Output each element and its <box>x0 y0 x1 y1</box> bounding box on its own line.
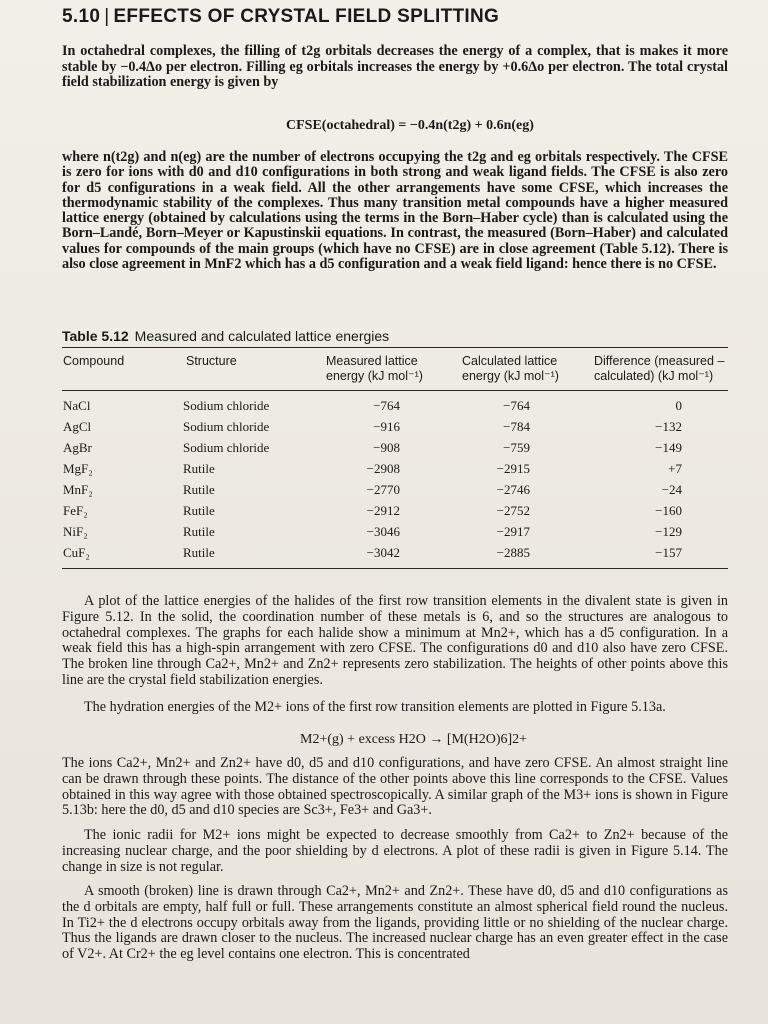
table-row <box>0 461 768 481</box>
paragraph-lattice-plot: A plot of the lattice energies of the halides of the first row transition elements in the divalent state is given in Figure 5.12. In the solid, the coordination number of these metals is 6, and so the structures are analogous to octahedral complexes. The graphs for each halide show a minimum at Mn2+, which has a d5 configuration. In a weak field this has a high-spin arrangement with zero CFSE. The configurations d0 and d10 also have zero CFSE. The broken line through Ca2+, Mn2+ and Zn2+ represents zero stabilization. The heights of other points above this line are the crystal field stabilization energies. <box>62 593 728 688</box>
table-row <box>0 503 768 523</box>
cell-compound: CuF₂ <box>63 545 90 560</box>
table-row <box>0 482 768 502</box>
cell-measured: −908 <box>373 440 400 455</box>
cell-measured: −3042 <box>366 545 400 560</box>
table-row <box>0 398 768 418</box>
cell-structure: Sodium chloride <box>183 440 270 455</box>
cell-calculated: −2915 <box>496 461 530 476</box>
cell-difference: −132 <box>655 419 682 434</box>
section-number: 5.10 <box>62 6 101 27</box>
paragraph-zero-cfse: The ions Ca2+, Mn2+ and Zn2+ have d0, d5 and d10 configurations, and have zero CFSE. An almost straight line can be drawn through these points. The distance of the other points above this line corresponds to the CFSE. Values obtained in this way agree with those obtained spectroscopically. A similar graph of the M3+ ions is shown in Figure 5.13b: here the d0, d5 and d10 species are Sc3+, Fe3+ and Ga3+. <box>62 755 728 819</box>
cell-compound: NaCl <box>63 398 91 413</box>
cell-calculated: −784 <box>503 419 530 434</box>
header-difference: Difference (measured – calculated) (kJ mol⁻¹) <box>594 354 725 383</box>
cell-compound: AgBr <box>63 440 92 455</box>
cell-calculated: −2752 <box>496 503 530 518</box>
table-bottom-rule <box>62 568 728 569</box>
cell-difference: −160 <box>655 503 682 518</box>
header-compound: Compound <box>63 354 125 368</box>
cell-calculated: −2917 <box>496 524 530 539</box>
cell-compound: MgF₂ <box>63 461 93 476</box>
paragraph-smooth-line: A smooth (broken) line is drawn through Ca2+, Mn2+ and Zn2+. These have d0, d5 and d10 configurations as the d orbitals are empty, half full or full. These arrangements constitute an almost spherical field round the nucleus. In Ti2+ the d electrons occupy orbitals away from the ligands, providing little or no shielding of the nuclear charge. Thus the ligands are drawn closer to the nucleus. The increased nuclear charge has an even greater effect in the case of V2+. At Cr2+ the eg level contains one electron. This is concentrated <box>62 883 728 963</box>
paragraph-cfse: where n(t2g) and n(eg) are the number of electrons occupying the t2g and eg orbitals respectively. The CFSE is zero for ions with d0 and d10 configurations in both strong and weak ligand fields. The CFSE is also zero for d5 configurations in a weak field. All the other arrangements have some CFSE, which increases the thermodynamic stability of the complexes. Thus many transition metal compounds have a higher measured lattice energy (obtained by calculations using the terms in the Born–Haber cycle) than is calculated using the Born–Landé, Born–Meyer or Kapustinskii equations. In contrast, the measured (Born–Haber) and calculated values for compounds of the main groups (which have no CFSE) are in close agreement (Table 5.12). There is also close agreement in MnF2 which has a d5 configuration and a weak field ligand: hence there is no CFSE. <box>62 149 728 273</box>
header-calculated: Calculated lattice energy (kJ mol⁻¹) <box>462 354 559 383</box>
cell-structure: Sodium chloride <box>183 398 270 413</box>
cell-calculated: −764 <box>503 398 530 413</box>
table-header-rule <box>62 390 728 391</box>
table-top-rule <box>62 347 728 348</box>
table-title: Measured and calculated lattice energies <box>134 328 390 344</box>
cell-measured: −2908 <box>366 461 400 476</box>
cell-difference: −157 <box>655 545 682 560</box>
cell-measured: −2770 <box>366 482 400 497</box>
table-row <box>0 419 768 439</box>
table-row <box>0 440 768 460</box>
cell-measured: −3046 <box>366 524 400 539</box>
cell-structure: Rutile <box>183 545 215 560</box>
cell-measured: −2912 <box>366 503 400 518</box>
cfse-equation: CFSE(octahedral) = −0.4n(t2g) + 0.6n(eg) <box>286 118 534 133</box>
intro-paragraph: In octahedral complexes, the filling of t2g orbitals decreases the energy of a complex, that is makes it more stable by −0.4Δo per electron. Filling eg orbitals increases the energy by +0.6Δo per electron. The total crystal field stabilization energy is given by <box>62 43 728 91</box>
paragraph-hydration: The hydration energies of the M2+ ions of the first row transition elements are plotted in Figure 5.13a. <box>84 699 666 715</box>
header-measured: Measured lattice energy (kJ mol⁻¹) <box>326 354 423 383</box>
cell-measured: −916 <box>373 419 400 434</box>
hydration-equation: M2+(g) + excess H2O → [M(H2O)6]2+ <box>300 732 528 747</box>
cell-difference: +7 <box>668 461 682 476</box>
cell-difference: −149 <box>655 440 682 455</box>
cell-compound: AgCl <box>63 419 92 434</box>
cell-structure: Sodium chloride <box>183 419 270 434</box>
cell-structure: Rutile <box>183 503 215 518</box>
paragraph-ionic-radii: The ionic radii for M2+ ions might be expected to decrease smoothly from Ca2+ to Zn2+ because of the increasing nuclear charge, and the poor shielding by d electrons. A plot of these radii is given in Figure 5.14. The change in size is not regular. <box>62 827 728 875</box>
cell-difference: 0 <box>675 398 682 413</box>
table-caption <box>62 328 389 344</box>
cell-difference: −24 <box>661 482 682 497</box>
header-structure: Structure <box>186 354 237 368</box>
table-number: Table 5.12 <box>62 328 129 344</box>
cell-calculated: −2885 <box>496 545 530 560</box>
cell-structure: Rutile <box>183 482 215 497</box>
cell-structure: Rutile <box>183 461 215 476</box>
cell-calculated: −2746 <box>496 482 530 497</box>
cell-difference: −129 <box>655 524 682 539</box>
cell-structure: Rutile <box>183 524 215 539</box>
section-heading: 5.10 | EFFECTS OF CRYSTAL FIELD SPLITTING <box>62 6 500 27</box>
table-row <box>0 545 768 565</box>
cell-measured: −764 <box>373 398 400 413</box>
section-title: EFFECTS OF CRYSTAL FIELD SPLITTING <box>113 6 500 27</box>
cell-compound: FeF₂ <box>63 503 88 518</box>
cell-compound: MnF₂ <box>63 482 93 497</box>
table-row <box>0 524 768 544</box>
cell-compound: NiF₂ <box>63 524 88 539</box>
cell-calculated: −759 <box>503 440 530 455</box>
